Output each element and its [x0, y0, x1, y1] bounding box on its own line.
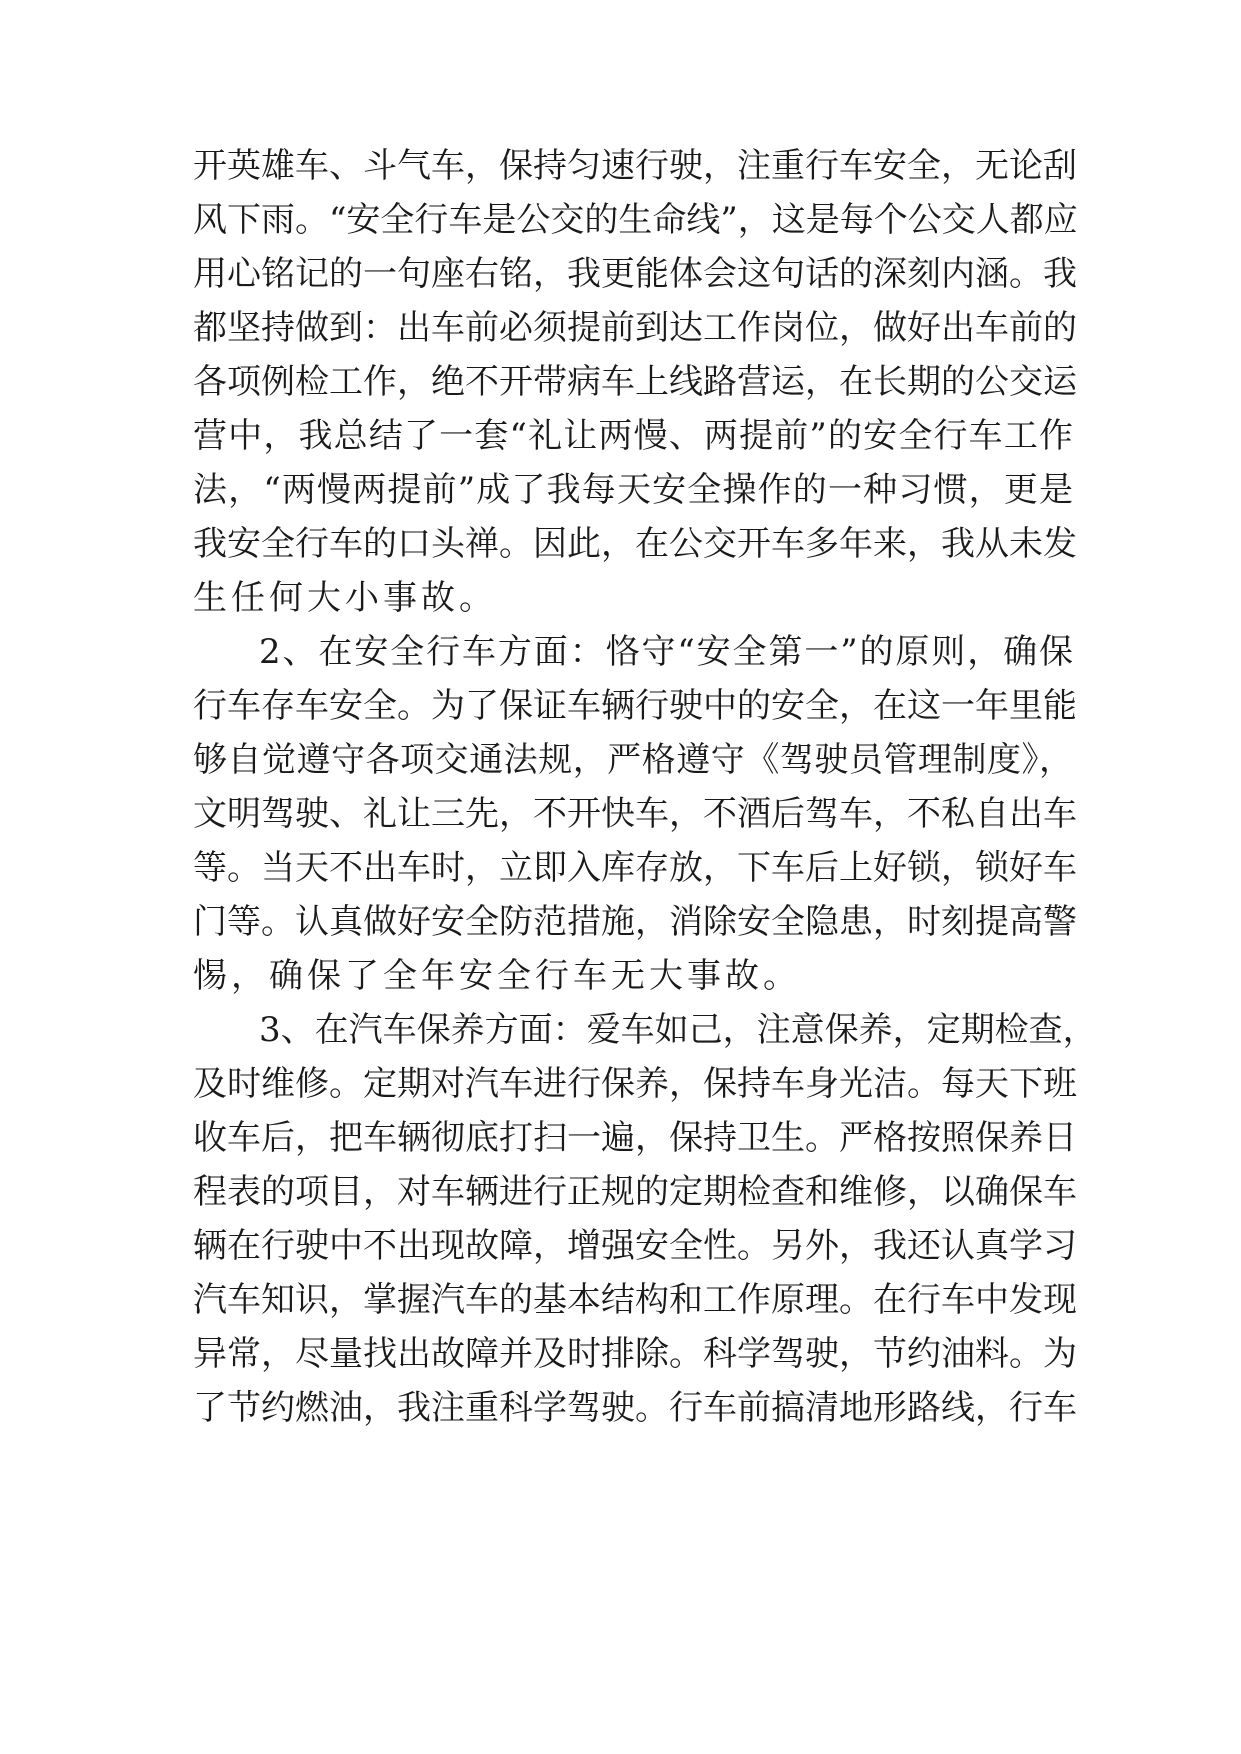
text-line: 程表的项目，对车辆进行正规的定期检查和维修，以确保车 [193, 1172, 1077, 1212]
text-line: 异常，尽量找出故障并及时排除。科学驾驶，节约油料。为 [193, 1334, 1077, 1374]
text-line: 够自觉遵守各项交通法规，严格遵守《驾驶员管理制度》， [193, 740, 1073, 780]
text-line: 营中，我总结了一套“礼让两慢、两提前”的安全行车工作 [193, 416, 1073, 456]
text-line: 开英雄车、斗气车，保持匀速行驶，注重行车安全，无论刮 [193, 146, 1077, 186]
paragraph-start-line: 2、在安全行车方面：恪守“安全第一”的原则，确保 [259, 632, 1073, 672]
text-line: 及时维修。定期对汽车进行保养，保持车身光洁。每天下班 [193, 1064, 1077, 1104]
text-line: 汽车知识，掌握汽车的基本结构和工作原理。在行车中发现 [193, 1280, 1077, 1320]
text-line: 文明驾驶、礼让三先，不开快车，不酒后驾车，不私自出车 [193, 794, 1077, 834]
text-line: 了节约燃油，我注重科学驾驶。行车前搞清地形路线，行车 [193, 1388, 1077, 1428]
text-line: 等。当天不出车时，立即入库存放，下车后上好锁，锁好车 [193, 848, 1077, 888]
text-line: 风下雨。“安全行车是公交的生命线”，这是每个公交人都应 [193, 200, 1078, 240]
text-line: 辆在行驶中不出现故障，增强安全性。另外，我还认真学习 [193, 1226, 1077, 1266]
text-line: 惕，确保了全年安全行车无大事故。 [193, 956, 801, 996]
text-line: 法，“两慢两提前”成了我每天安全操作的一种习惯，更是 [193, 470, 1073, 510]
text-line: 生任何大小事故。 [193, 578, 497, 618]
text-line: 我安全行车的口头禅。因此，在公交开车多年来，我从未发 [193, 524, 1077, 564]
text-line: 门等。认真做好安全防范措施，消除安全隐患，时刻提高警 [193, 902, 1077, 942]
text-line: 行车存车安全。为了保证车辆行驶中的安全，在这一年里能 [193, 686, 1077, 726]
text-line: 用心铭记的一句座右铭，我更能体会这句话的深刻内涵。我 [193, 254, 1077, 294]
paragraph-start-line: 3、在汽车保养方面：爱车如己，注意保养，定期检查， [259, 1010, 1097, 1050]
text-line: 收车后，把车辆彻底打扫一遍，保持卫生。严格按照保养日 [193, 1118, 1077, 1158]
text-line: 都坚持做到：出车前必须提前到达工作岗位，做好出车前的 [193, 308, 1077, 348]
text-line: 各项例检工作，绝不开带病车上线路营运，在长期的公交运 [193, 362, 1077, 402]
